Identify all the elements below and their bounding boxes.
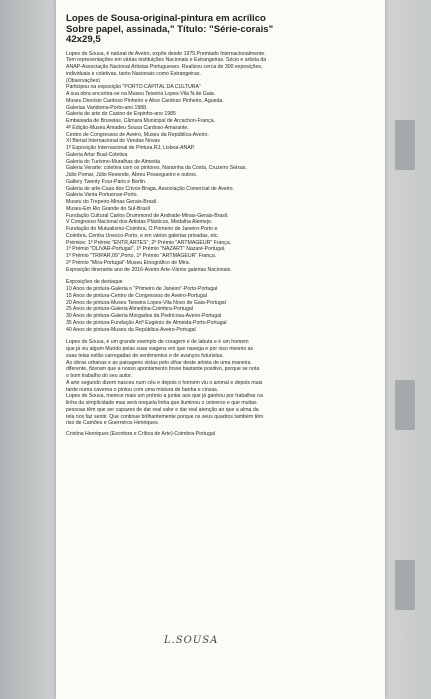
highlights-list: [66, 286, 377, 333]
bio-line: Galeria Artur Bual-Coletiva: [66, 151, 128, 158]
bio-line: Galeria de arte-Casa dos Crivos-Braga, Associação Comercial de Aveiro.: [66, 185, 234, 192]
highlight-line: 25 Anos de pintura-Galeria Almedina-Coimbra-Portugal: [66, 306, 193, 313]
bio-line: Galerias Vandoma-Porto-ano 1988.: [66, 104, 148, 111]
highlight-line: 20 Anos de pintura-Museu Teixeira Lopes-Vila Novo de Gaia-Portugal: [66, 299, 226, 306]
artist-signature: L.SOUSA: [164, 635, 219, 646]
bio-line: Museu Dionísio Cardoso Pinheiro e Alice Cardoso Pinheiro, Águeda.: [66, 97, 224, 104]
review-line: A arte segundo dizem nasceu num céu e depois o homem viu o animal e depois mais: [66, 379, 263, 386]
highlight-line: 15 Anos de pintura-Centro de Congressos de Aveiro-Portugal: [66, 292, 207, 299]
bio-line: 1ª Exposição Internacional de Pintura.RJ, Lisboa-ANAP.: [66, 145, 195, 151]
bio-line: Galeria de arte do Casino de Espinho-ano 1985: [66, 111, 176, 118]
review-section: [66, 339, 377, 427]
review-line: As obras urbanas e as paisagens vistas pelo olhar deste artista de uma maneira: [66, 359, 251, 366]
bio-line: Galeria do Turismo-Muralhas de Almeida: [66, 158, 160, 165]
background-object: [395, 560, 415, 610]
background-right: [381, 0, 431, 699]
review-line: Lopes de Sousa, merece mais um prémio a juntar aos que já ganhou por trabalhar na: [66, 393, 263, 400]
bio-line: Lopes de Sousa, é natural de Aveiro, expõe desde 1975.Premiado Internacionalmente.: [66, 50, 266, 57]
bio-line: Exposição itinerante ano de 2016-Aveiro Arte-Vários galerias Nacionais.: [66, 266, 232, 273]
review-line: linha da simplicidade mas será noquela linha que iluminou o universo e que muitas: [66, 400, 257, 406]
review-line: tarde numa caverna o pintou com uma mistura de banha e cinzas.: [66, 386, 219, 393]
highlight-line: 35 Anos de pintura-Fundação Artº Eugénio de Almeida-Porto-Portugal: [66, 319, 227, 326]
review-line: diferente, fizeram que a nosso apontamento fosse bastante positivo, porque se nota: [66, 366, 260, 373]
background-object: [395, 380, 415, 430]
bio-line: individuais e coletivas, tanto Nacionais como Estrangeiras.: [66, 70, 201, 77]
bio-line: Prémios: 1º Prémio "ENTR,ARTES", 2º Prémio "ARTMAGEUR" França.: [66, 239, 232, 246]
background-object: [395, 120, 415, 170]
highlights-heading: Exposições de destaque: [66, 279, 123, 286]
bio-line: Fundação do Mutualismo-Coimbra, O Primeiro de Janeiro-Porto e: [66, 226, 218, 232]
bio-line: 1º Prémio "TRIPAR,09",Porto, 1º Prémio "ARTMAGEUR" França.: [66, 253, 217, 259]
title-line: Sobre papel, assinada," Título: "Série-corais": [66, 23, 274, 35]
bio-line: 2º Prémio "Mira-Portugal"-Museu Etnográfico de Mira.: [66, 259, 191, 266]
highlight-line: 40 Anos de pintura-Museu da República-Aveiro-Portugal: [66, 326, 196, 333]
review-line: o bom trabalho do seu autor.: [66, 373, 133, 379]
bio-line: Galeria Verarte: coletiva com os pintores, Naramha da Costa, Cruzeiro Seixas,: [66, 165, 247, 172]
bio-line: Gallery Twenty Four-Paris e Berlin.: [66, 178, 147, 185]
review-line: Lopes de Sousa, é um grande exemplo de coragem e de labuta e é um homem: [66, 339, 249, 346]
bio-line: Coimbra, Centra Unesco-Porto, e em vários galerias privadas, etc.: [66, 232, 219, 239]
highlight-line: 10 Anos de pintura-Galeria o "Primeiro de Janeiro"-Porto-Portugal: [66, 286, 218, 292]
background-left: [0, 0, 60, 699]
bio-line: ANAP-Associação Nacional Artistas Portugueses. Realizou cerca de 300 exposições,: [66, 64, 263, 70]
bio-line: Museu-Em Rio Grande do Sul-Brasil: [66, 205, 150, 212]
review-line: que já viu algum Mundo pelas suas viagens em que navega e por isso mesmo as: [66, 346, 254, 352]
title-line: 42x29,5: [66, 34, 101, 45]
title-line: Lopes de Sousa-original-pintura em acrílico: [66, 13, 266, 24]
bio-line: Museu do Trepeiro-Minas Gerais-Brasil.: [66, 199, 158, 205]
bio-line: (Observações): [66, 77, 101, 84]
review-line: tela nos faz sentir. Que continue brilhantemente porque os seus quadros também têm: [66, 413, 264, 420]
bio-line: 1º Prémio "OLIVAR-Portugal", 1º Prémio "NAZART" Nazaré-Portugal.: [66, 246, 226, 253]
bio-line: V Congresso Nacional dos Artistas Plásticos, Medalha Alentejo.: [66, 219, 213, 226]
review-line: riso de Camões e Guerreiros Henriques.: [66, 420, 160, 427]
review-line: suas telas estão carregadas de sentimentos e de avanços futuristas.: [66, 352, 224, 359]
bio-line: Participou na exposição "PORTO CAPITAL DA CULTURA": [66, 84, 201, 91]
bio-line: Júlio Pomar, Júlio Resende, Abreu Pessegueiro e outros.: [66, 172, 198, 178]
bio-line: Centro de Congressos de Aveiro, Museu da República-Aveiro.: [66, 131, 209, 138]
bio-line: Fundação Cultural Carlos Drummond de Andrade-Minas-Gerais-Brasil.: [66, 212, 229, 219]
biography-section: [66, 51, 377, 274]
bio-line: Embaixada de Bruxelas, Câmara Municipal de Arcachon-França.: [66, 118, 216, 124]
highlight-line: 30 Anos de pintura-Galeria Morgados da Pedricosa-Aveiro-Portugal: [66, 313, 222, 319]
bio-line: 4ª Edição-Museu Amadeu Sousa Cardoso-Amarante.: [66, 124, 189, 131]
review-line: pessoas têm que ser capazes de dar real valor e dar real atenção ao que a alma da: [66, 406, 259, 413]
document-title: [66, 14, 377, 46]
bio-line: Galeria Vieira Portuense-Porto.: [66, 192, 138, 199]
document-sheet: [56, 0, 385, 699]
review-author: Cristina Henriques (Escritora e Crítica de Arte)-Coimbra-Portugal: [66, 431, 216, 437]
bio-line: XI Bienal Internacional de Vendas Novas: [66, 138, 161, 145]
bio-line: A sua obra encontra-se na Museu Teixeira Lopes-Vila N.de Gaia.: [66, 91, 216, 97]
bio-line: Tem representações em várias instituições Nacionais e Estrangeiras. Sócio e artista da: [66, 57, 267, 64]
